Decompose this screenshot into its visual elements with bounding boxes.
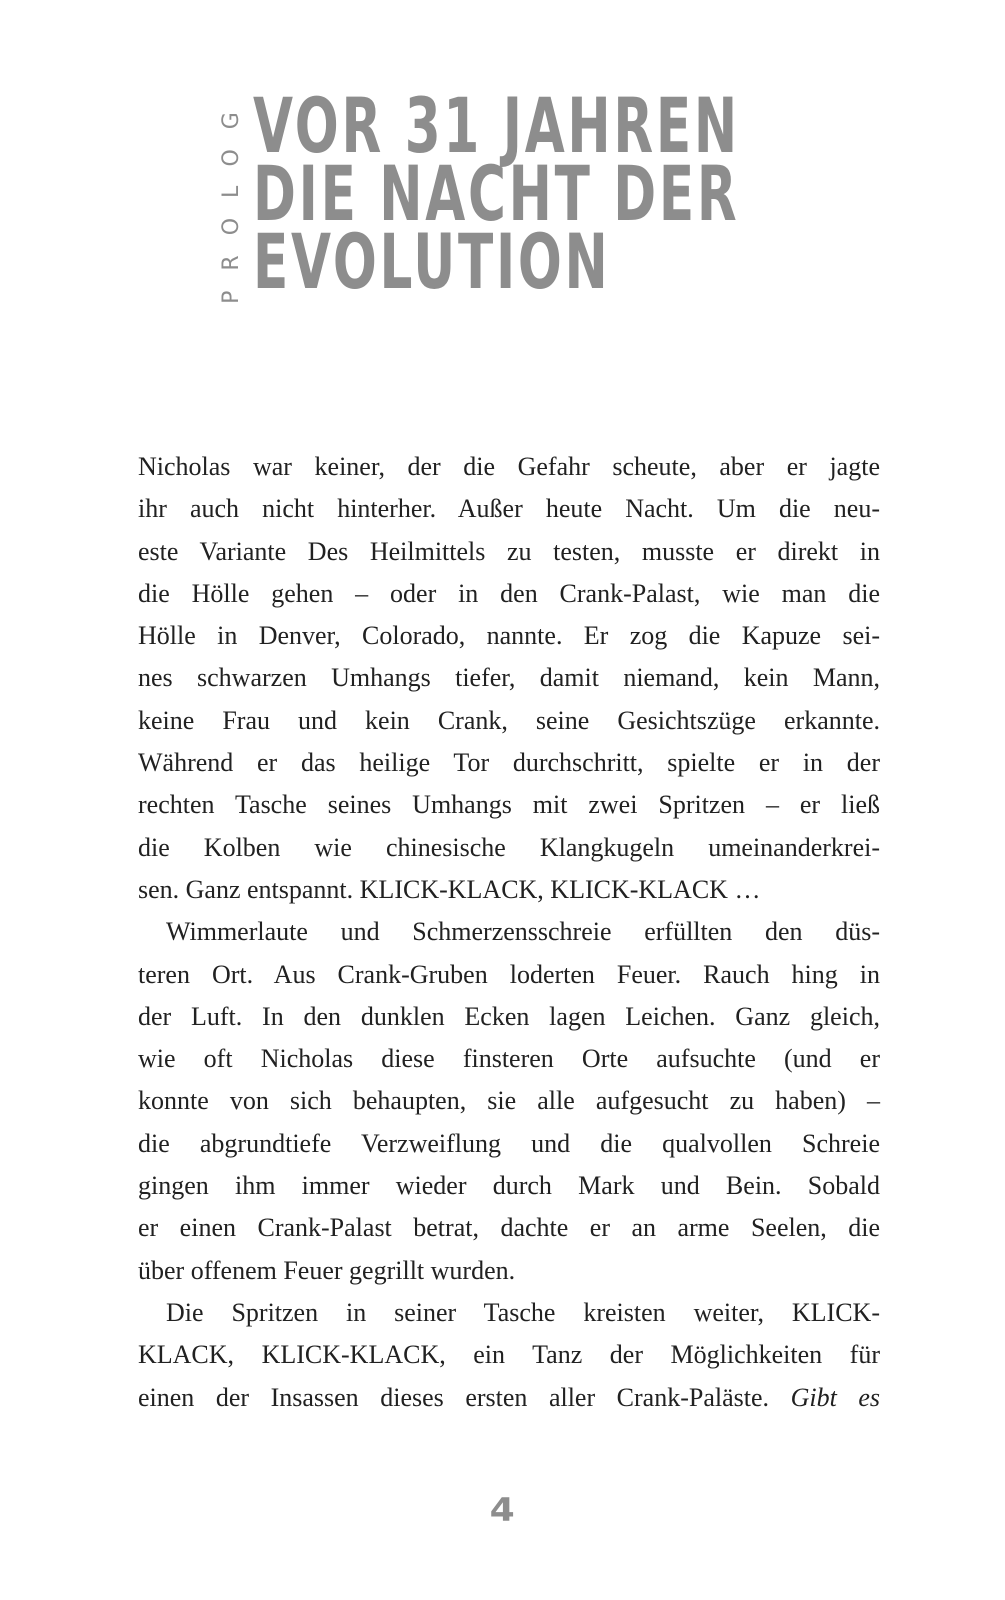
- italic-text: Gibt es: [790, 1382, 880, 1412]
- body-text: [138, 446, 880, 1419]
- chapter-title-line-2: DIE NACHT DER: [253, 149, 740, 238]
- text-line: KLACK, KLICK-KLACK, ein Tanz der Möglichkeiten für: [138, 1340, 880, 1370]
- text-line: der Luft. In den dunklen Ecken lagen Leichen. Ganz gleich,: [138, 1001, 880, 1031]
- text-line: gingen ihm immer wieder durch Mark und Bein. Sobald: [138, 1171, 880, 1201]
- page-number: [0, 1488, 1005, 1532]
- text-line: die Kolben wie chinesische Klangkugeln umeinanderkrei-: [138, 832, 880, 862]
- text-line: keine Frau und kein Crank, seine Gesichtszüge erkannte.: [138, 705, 880, 735]
- text-line: die Hölle gehen – oder in den Crank-Palast, wie man die: [138, 578, 880, 608]
- prolog-vertical-label: PROLOG: [219, 92, 244, 304]
- page-number-value: 4: [489, 1491, 516, 1529]
- text-line: nes schwarzen Umhangs tiefer, damit niemand, kein Mann,: [138, 663, 880, 693]
- text-line: teren Ort. Aus Crank-Gruben loderten Feuer. Rauch hing in: [138, 959, 880, 989]
- text-line: sen. Ganz entspannt. KLICK-KLACK, KLICK-KLACK …: [138, 874, 761, 904]
- text-line: er einen Crank-Palast betrat, dachte er an arme Seelen, die: [138, 1213, 880, 1243]
- text-line: wie oft Nicholas diese finsteren Orte aufsuchte (und er: [138, 1044, 880, 1074]
- text-line: die abgrundtiefe Verzweiflung und die qualvollen Schreie: [138, 1128, 880, 1158]
- text-line: einen der Insassen dieses ersten aller Crank-Paläste. Gibt es: [138, 1382, 880, 1412]
- text-line: Hölle in Denver, Colorado, nannte. Er zog die Kapuze sei-: [138, 621, 880, 651]
- text-line: Nicholas war keiner, der die Gefahr scheute, aber er jagte: [138, 452, 880, 481]
- text-line: Wimmerlaute und Schmerzensschreie erfüllten den düs-: [166, 917, 880, 947]
- text-line: konnte von sich behaupten, sie alle aufgesucht zu haben) –: [138, 1086, 880, 1116]
- text-line: rechten Tasche seines Umhangs mit zwei Spritzen – er ließ: [138, 790, 880, 820]
- chapter-title: [253, 81, 953, 306]
- chapter-title-line-3: EVOLUTION: [253, 217, 611, 306]
- text-line: ihr auch nicht hinterher. Außer heute Nacht. Um die neu-: [138, 494, 880, 524]
- text-line: Die Spritzen in seiner Tasche kreisten weiter, KLICK-: [166, 1297, 880, 1327]
- chapter-title-line-1: VOR 31 JAHREN: [253, 81, 740, 170]
- text-line: über offenem Feuer gegrillt wurden.: [138, 1255, 516, 1285]
- text-line: este Variante Des Heilmittels zu testen, musste er direkt in: [138, 536, 880, 566]
- text-line: Während er das heilige Tor durchschritt, spielte er in der: [138, 748, 880, 778]
